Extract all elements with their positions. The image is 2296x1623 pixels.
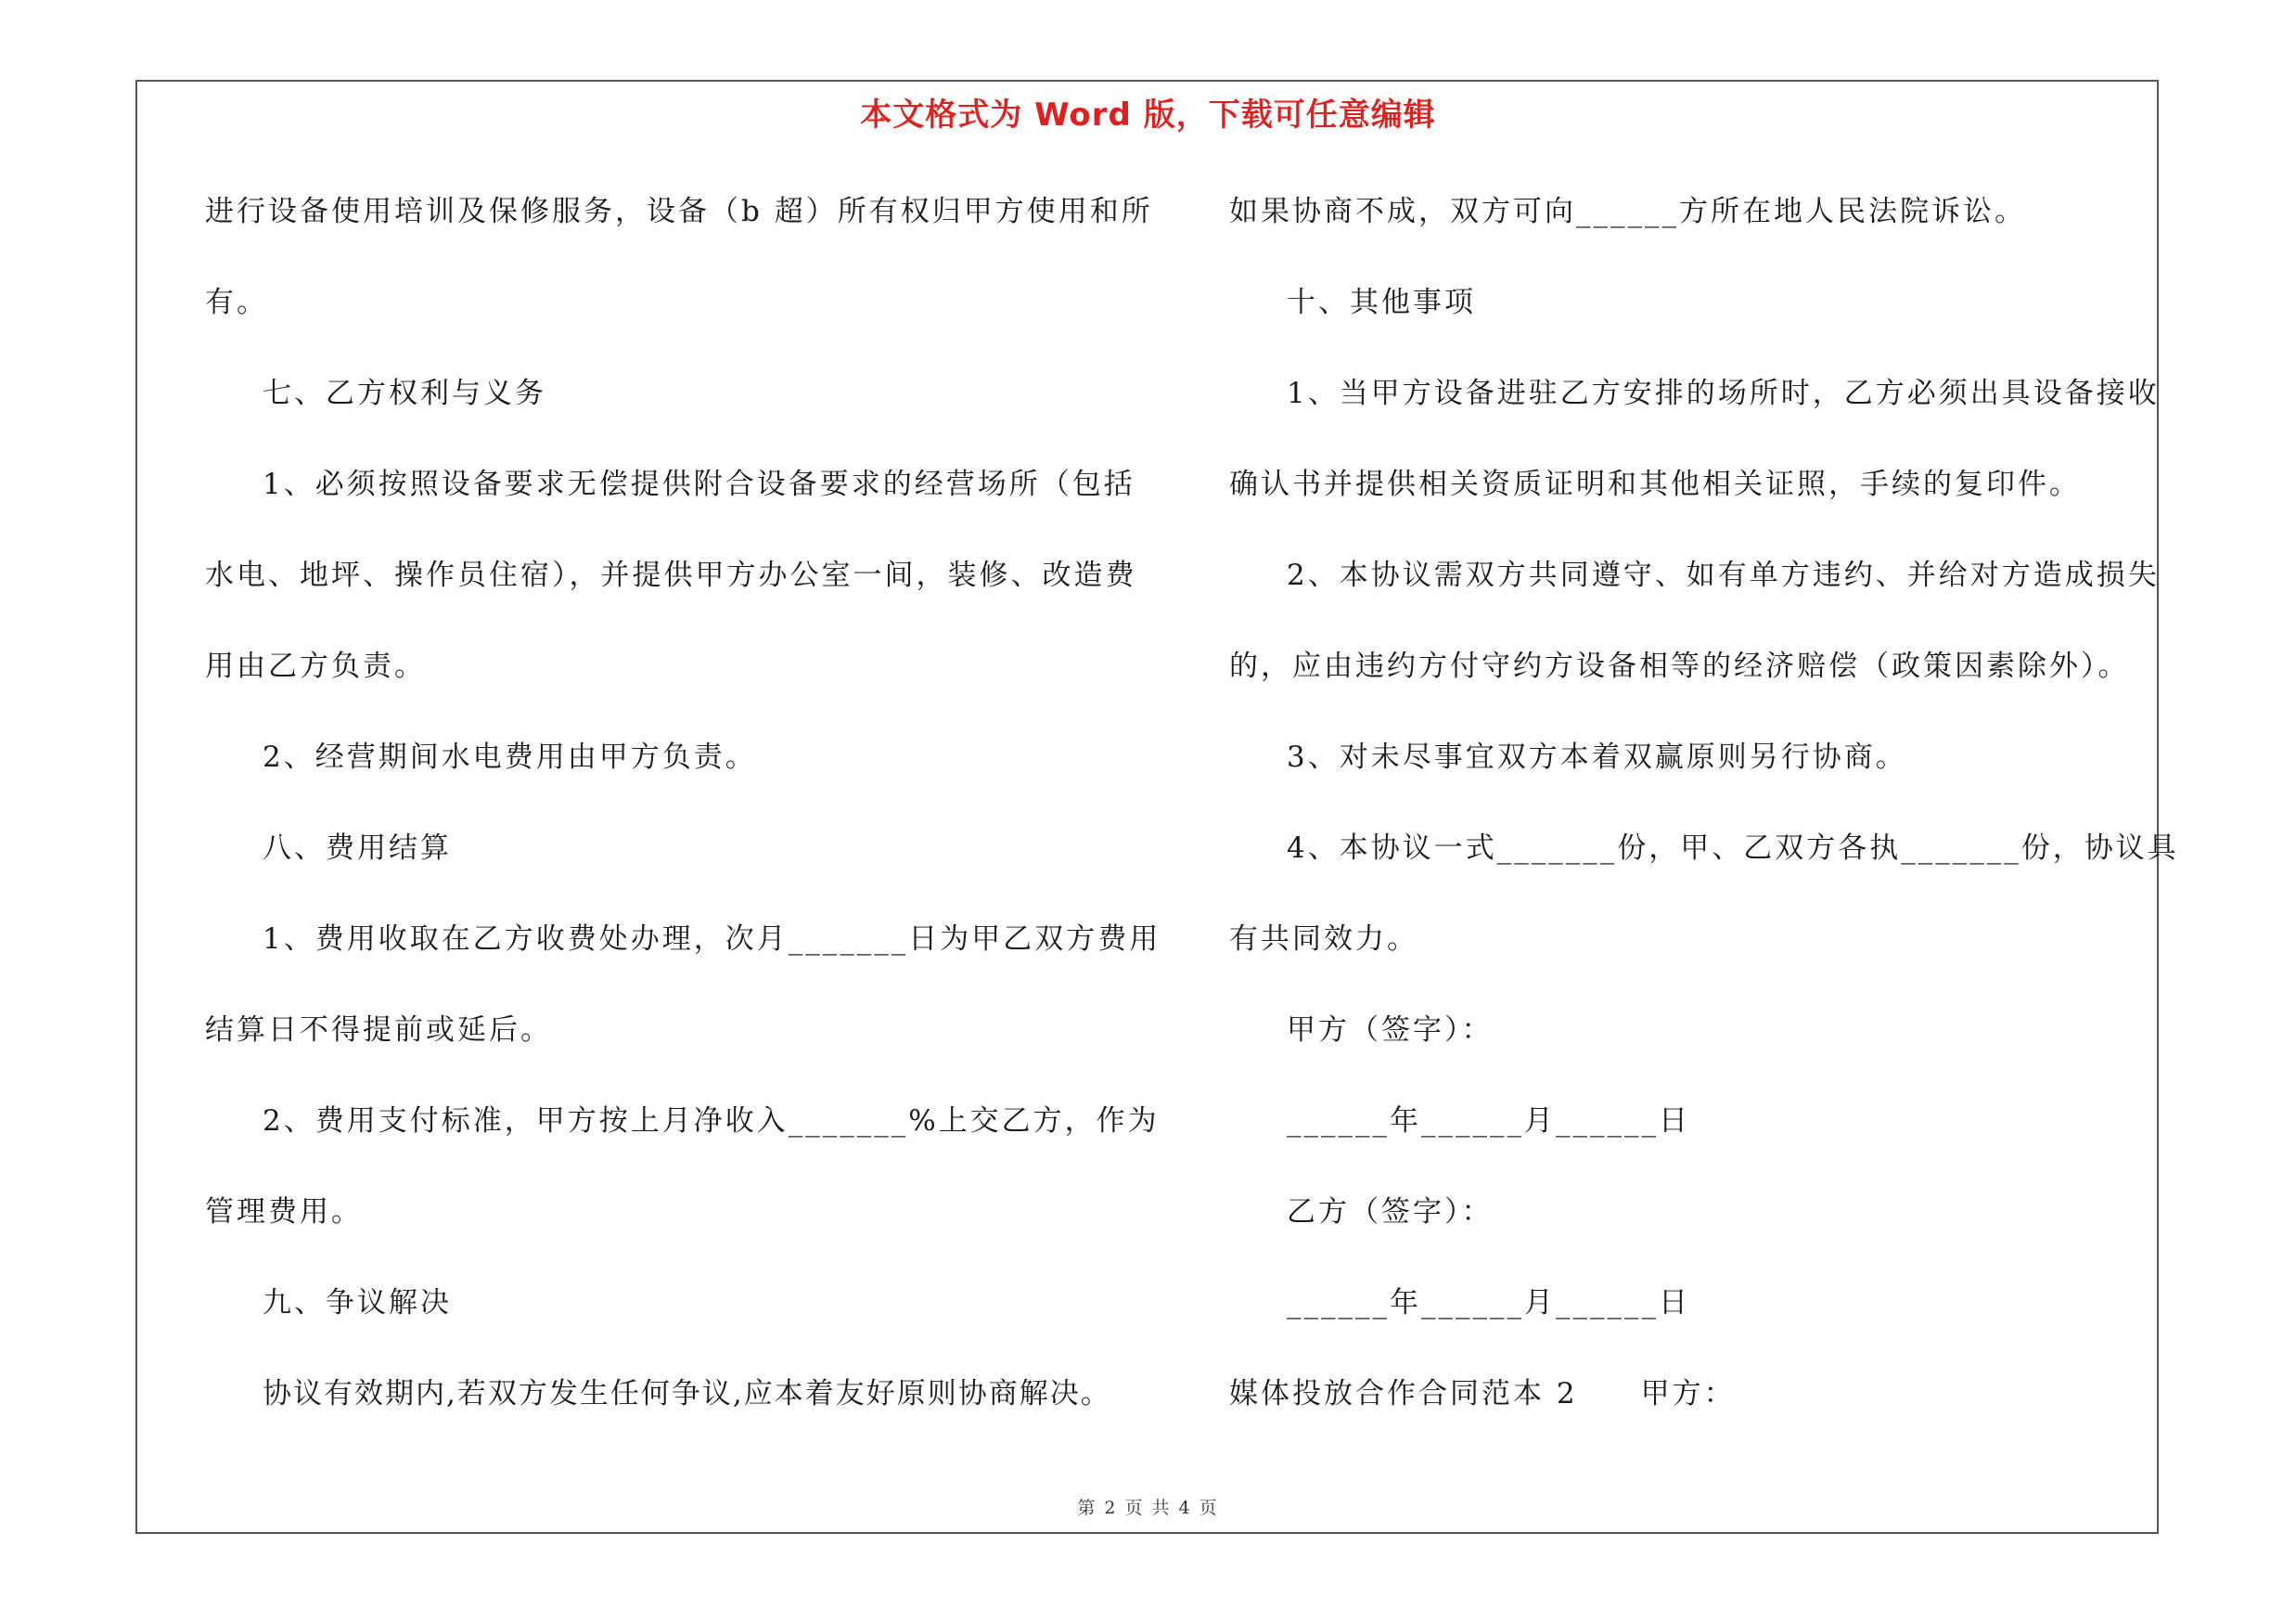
body-line: 如果协商不成，双方可向______方所在地人民法院诉讼。 — [1229, 195, 2026, 228]
date-line-party-b: ______年______月______日 — [1287, 1286, 1690, 1320]
body-line: 结算日不得提前或延后。 — [205, 1013, 552, 1047]
document-banner: 本文格式为 Word 版，下载可任意编辑 — [860, 97, 1436, 134]
body-line: 用由乙方负责。 — [205, 650, 426, 683]
body-line: 有共同效力。 — [1229, 922, 1418, 956]
body-line: 的，应由违约方付守约方设备相等的经济赔偿（政策因素除外）。 — [1229, 650, 2130, 683]
body-line: 管理费用。 — [205, 1195, 363, 1229]
body-line: 2、经营期间水电费用由甲方负责。 — [263, 741, 757, 774]
body-line: 4、本协议一式_______份，甲、乙双方各执_______份，协议具 — [1287, 831, 2179, 865]
signature-label-party-b: 乙方（签字）： — [1287, 1195, 1494, 1229]
section-heading: 七、乙方权利与义务 — [263, 377, 546, 410]
body-line: 媒体投放合作合同范本 2 甲方： — [1229, 1377, 1736, 1410]
body-line: 水电、地坪、操作员住宿），并提供甲方办公室一间，装修、改造费 — [205, 559, 1137, 592]
body-line: 1、费用收取在乙方收费处办理，次月_______日为甲乙双方费用 — [263, 922, 1161, 956]
body-line: 1、当甲方设备进驻乙方安排的场所时，乙方必须出具设备接收 — [1287, 377, 2160, 410]
body-line: 2、费用支付标准，甲方按上月净收入_______%上交乙方，作为 — [263, 1104, 1160, 1138]
signature-label-party-a: 甲方（签字）： — [1287, 1013, 1494, 1047]
section-heading: 八、费用结算 — [263, 831, 452, 865]
body-line: 进行设备使用培训及保修服务，设备（b 超）所有权归甲方使用和所 — [205, 195, 1153, 228]
body-line: 3、对未尽事宜双方本着双赢原则另行协商。 — [1287, 741, 1907, 774]
body-line: 2、本协议需双方共同遵守、如有单方违约、并给对方造成损失 — [1287, 559, 2160, 592]
section-heading: 九、争议解决 — [263, 1286, 452, 1320]
body-line: 确认书并提供相关资质证明和其他相关证照，手续的复印件。 — [1229, 468, 2081, 501]
body-line: 1、必须按照设备要求无偿提供附合设备要求的经营场所（包括 — [263, 468, 1135, 501]
section-heading: 十、其他事项 — [1287, 286, 1476, 319]
date-line-party-a: ______年______月______日 — [1287, 1104, 1690, 1138]
page-number: 第 2 页 共 4 页 — [1077, 1498, 1219, 1518]
body-line: 协议有效期内,若双方发生任何争议,应本着友好原则协商解决。 — [263, 1377, 1111, 1410]
body-line: 有。 — [205, 286, 268, 319]
